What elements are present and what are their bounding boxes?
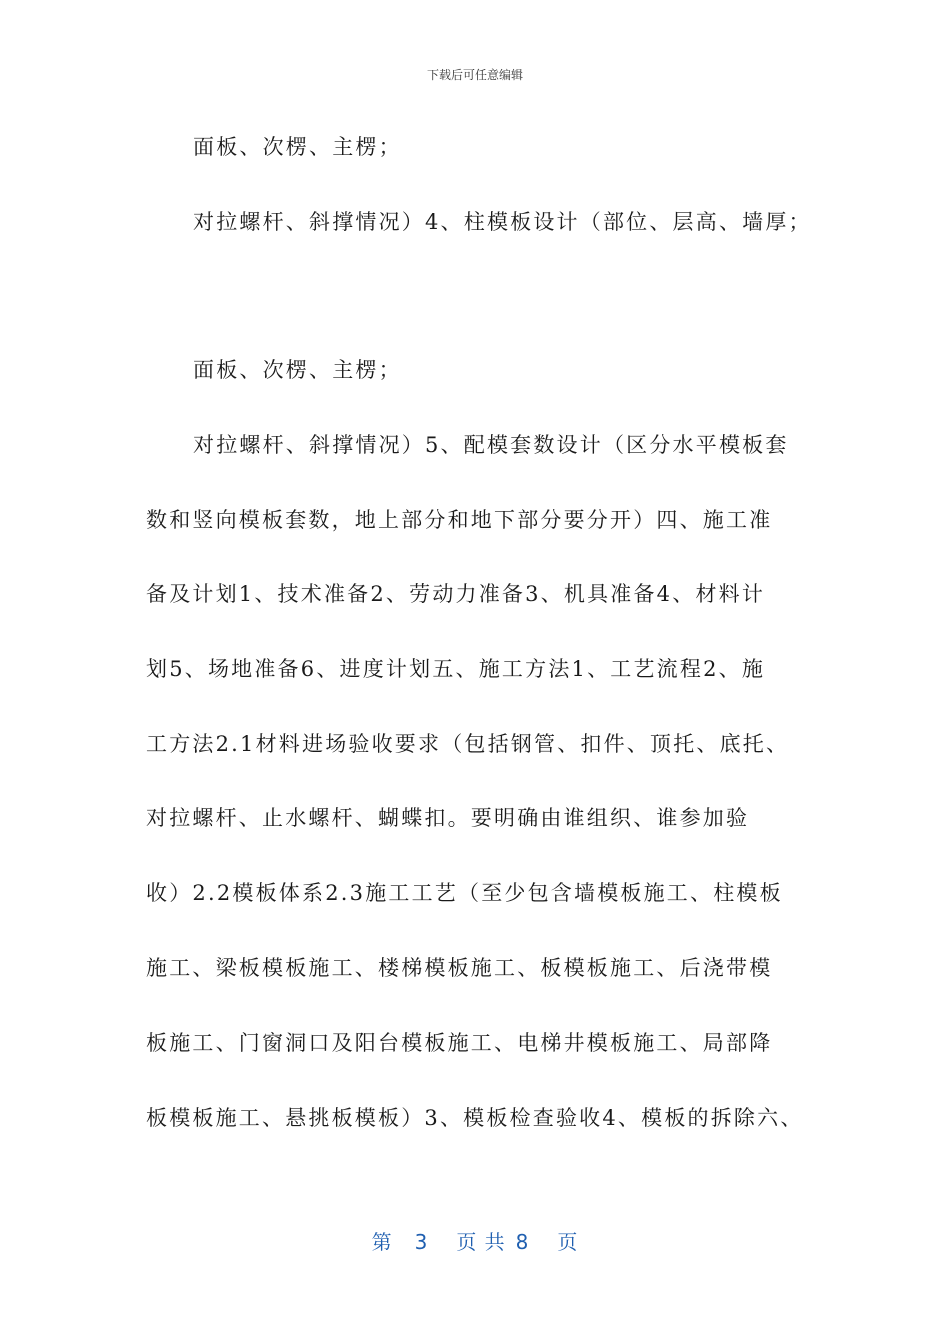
body-line-4: 对拉螺杆、斜撑情况）5、配模套数设计（区分水平模板套 <box>193 433 789 457</box>
body-line-8: 工方法2.1材料进场验收要求（包括钢管、扣件、顶托、底托、 <box>146 732 790 756</box>
body-line-5: 数和竖向模板套数，地上部分和地下部分要分开）四、施工准 <box>146 508 773 532</box>
footer-prefix: 第 <box>371 1230 393 1254</box>
footer-current-page: 3 <box>414 1230 429 1254</box>
body-line-2: 对拉螺杆、斜撑情况）4、柱模板设计（部位、层高、墙厚； <box>193 210 812 234</box>
body-line-1: 面板、次楞、主楞； <box>193 135 402 159</box>
body-line-12: 板施工、门窗洞口及阳台模板施工、电梯井模板施工、局部降 <box>146 1031 773 1055</box>
body-line-10: 收）2.2模板体系2.3施工工艺（至少包含墙模板施工、柱模板 <box>146 881 783 905</box>
page-header: 下载后可任意编辑 <box>426 68 523 82</box>
body-line-11: 施工、梁板模板施工、楼梯模板施工、板模板施工、后浇带模 <box>146 956 773 980</box>
footer-total-pages: 8 <box>515 1230 530 1254</box>
body-line-13: 板模板施工、悬挑板模板）3、模板检查验收4、模板的拆除六、 <box>146 1106 804 1130</box>
body-line-3: 面板、次楞、主楞； <box>193 358 402 382</box>
page-footer <box>0 1226 950 1255</box>
footer-middle: 页 共 <box>456 1230 506 1254</box>
footer-suffix: 页 <box>557 1230 579 1254</box>
body-line-9: 对拉螺杆、止水螺杆、蝴蝶扣。要明确由谁组织、谁参加验 <box>146 806 750 830</box>
body-line-6: 备及计划1、技术准备2、劳动力准备3、机具准备4、材料计 <box>146 582 766 606</box>
body-line-7: 划5、场地准备6、进度计划五、施工方法1、工艺流程2、施 <box>146 657 766 681</box>
